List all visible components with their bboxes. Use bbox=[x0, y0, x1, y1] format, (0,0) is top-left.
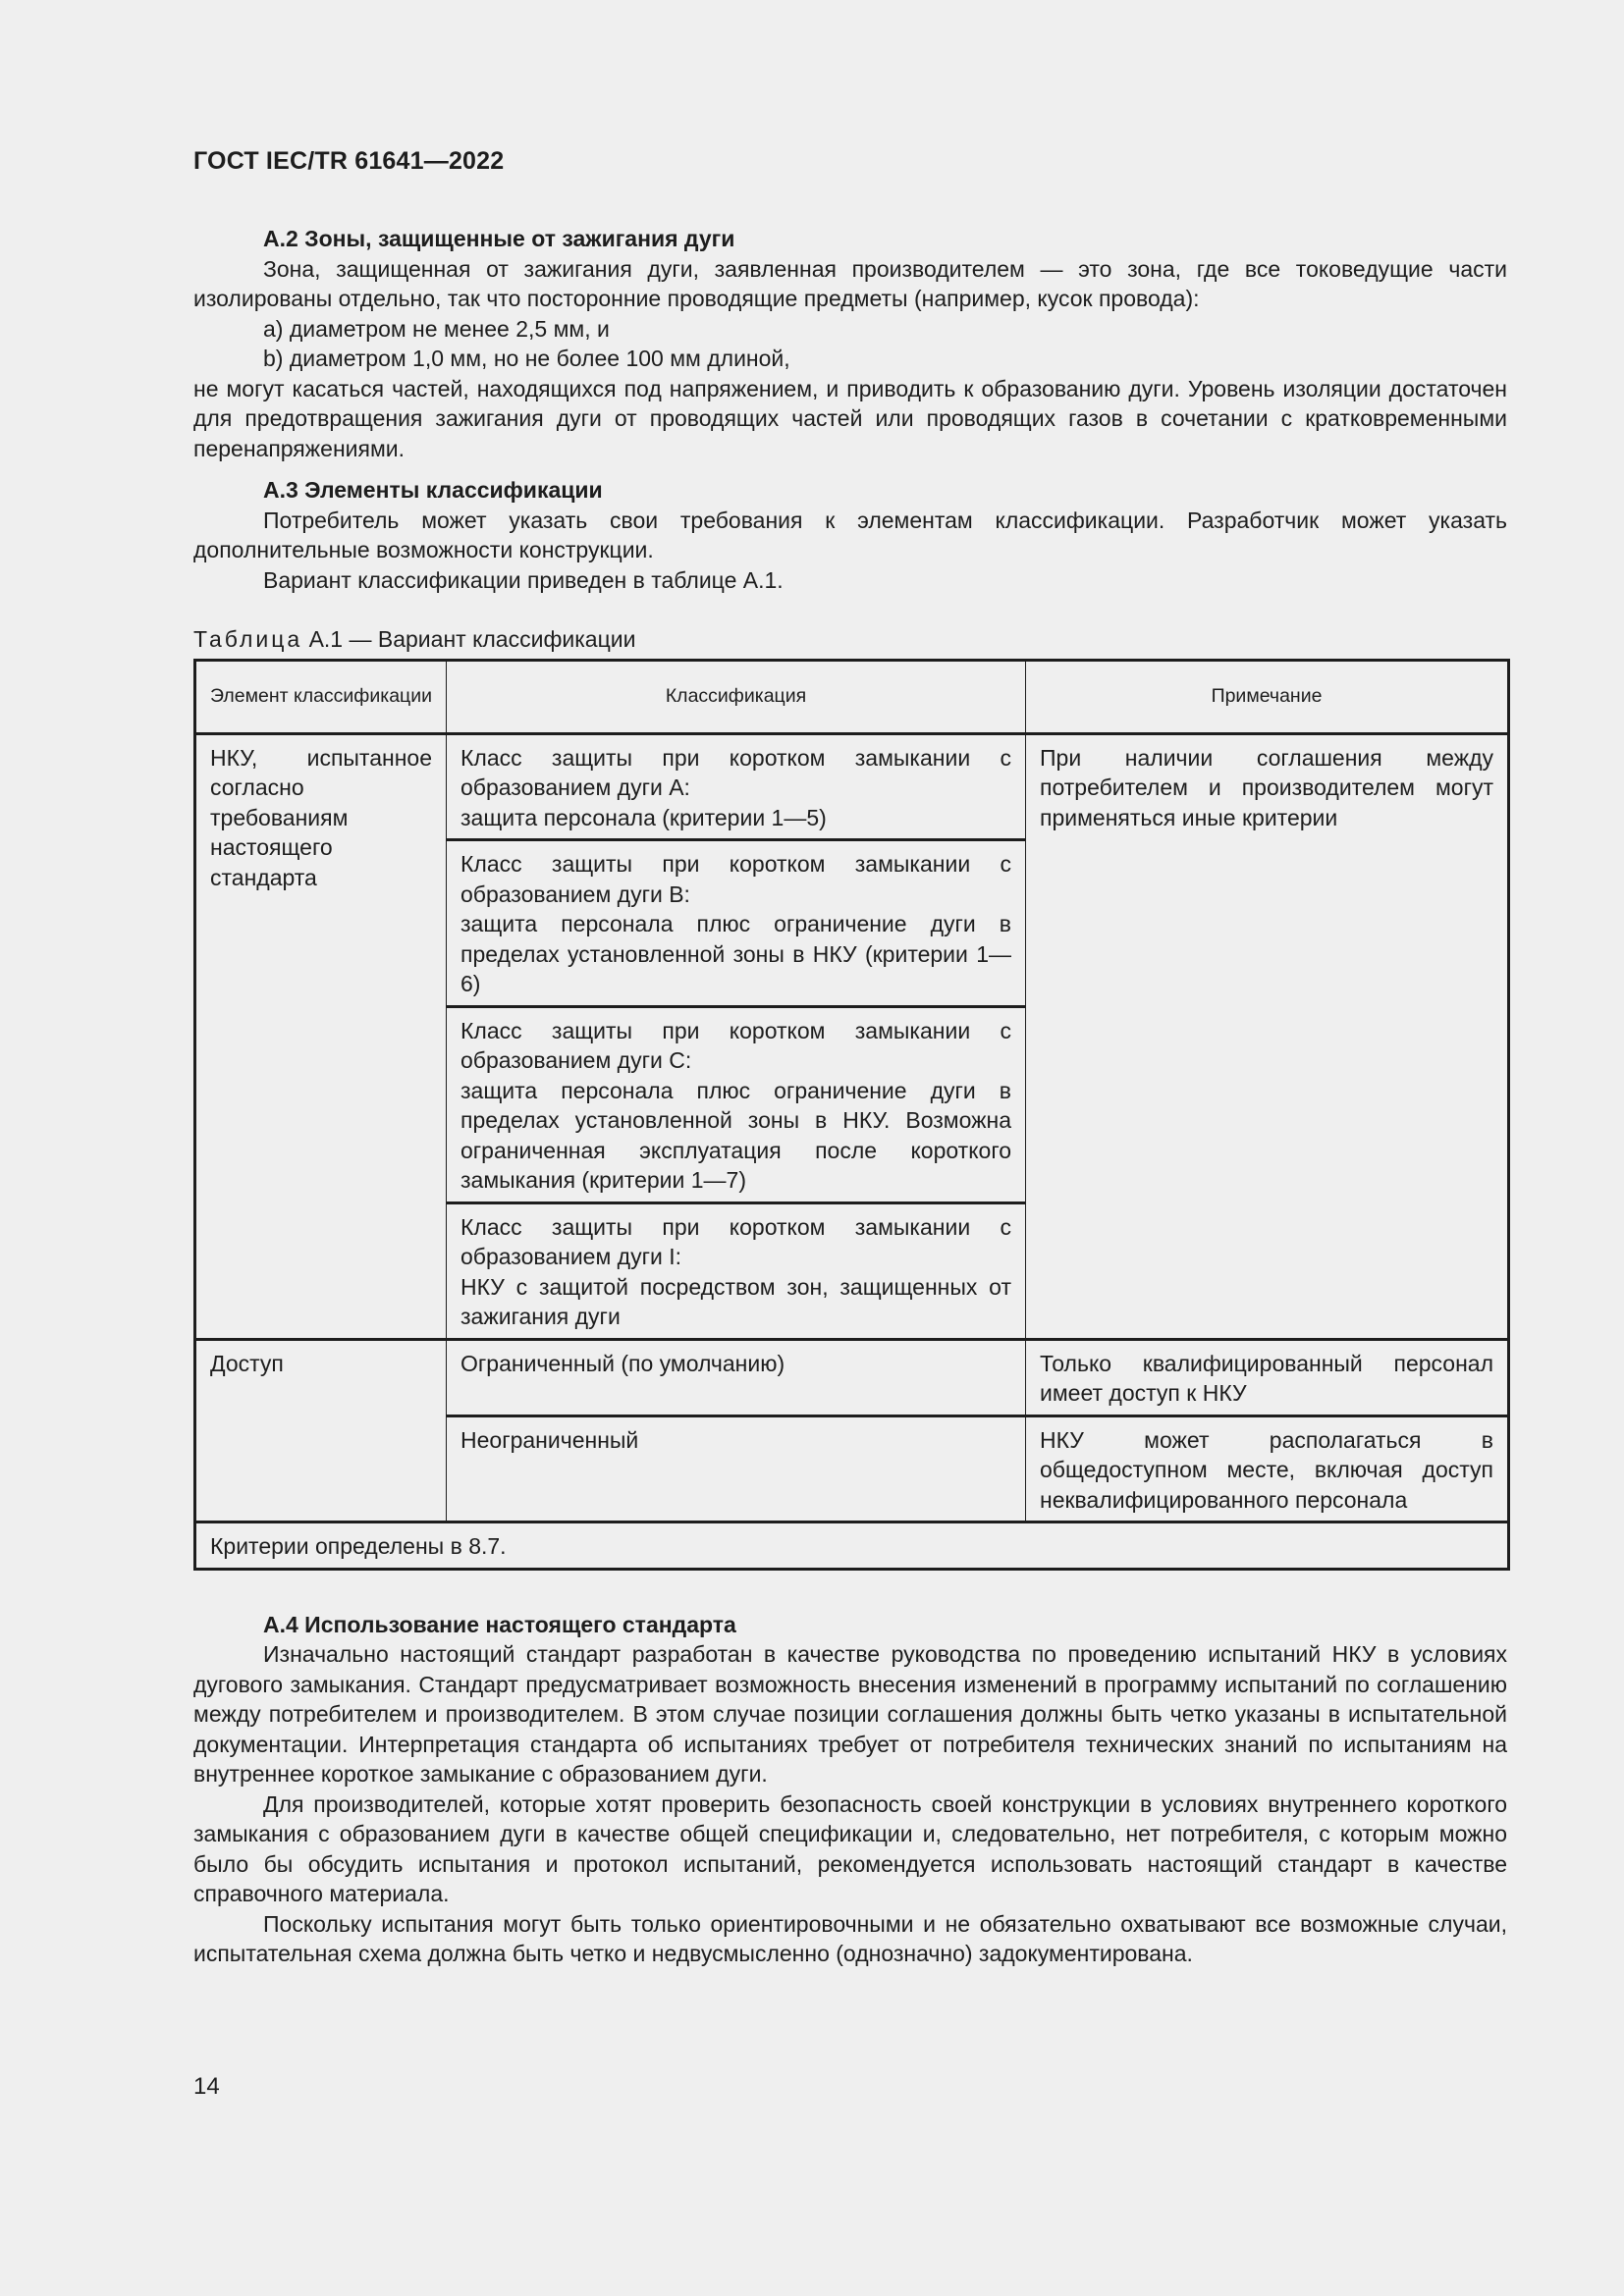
classification-cell bbox=[447, 840, 1026, 1007]
classification-table bbox=[193, 659, 1510, 1571]
classification-cell bbox=[447, 1006, 1026, 1202]
table-header-row bbox=[195, 660, 1509, 733]
classification-line: Ограниченный (по умолчанию) bbox=[460, 1350, 785, 1376]
classification-detail: защита персонала плюс ограничение дуги в пределах установленной зоны в НКУ (критерии 1—6) bbox=[460, 911, 1011, 996]
note-cell bbox=[1026, 1415, 1509, 1522]
document-header: ГОСТ IEC/TR 61641—2022 bbox=[193, 147, 505, 175]
classification-line: Класс защиты при коротком замыкании с образованием дуги В: bbox=[460, 851, 1011, 907]
table-footer-row bbox=[195, 1522, 1509, 1570]
section-a2-item-b: b) диаметром 1,0 мм, но не более 100 мм длиной, bbox=[263, 346, 790, 371]
classification-cell bbox=[447, 733, 1026, 840]
page-content bbox=[193, 224, 1507, 1969]
page-number: 14 bbox=[193, 2073, 220, 2100]
section-a4-title: А.4 Использование настоящего стандарта bbox=[263, 1611, 736, 1637]
classification-detail: защита персонала (критерии 1—5) bbox=[460, 804, 827, 830]
note-cell bbox=[1026, 733, 1509, 1339]
table-caption-prefix: Таблица bbox=[193, 626, 303, 652]
section-a2-paragraph-2: не могут касаться частей, находящихся под напряжением, и приводить к образованию дуги. Уровень изоляции достаточен для предотвращения зажигания дуги от проводящих частей или проводящих газов в сочетании с кратковременными перенапряжениями. bbox=[193, 375, 1507, 461]
section-a2-paragraph-1: Зона, защищенная от зажигания дуги, заявленная производителем — это зона, где все токоведущие части изолированы отдельно, так что посторонние проводящие предметы (например, кусок провода): bbox=[193, 255, 1507, 311]
classification-line: Класс защиты при коротком замыкании с образованием дуги I: bbox=[460, 1213, 1011, 1269]
table-caption bbox=[193, 624, 1507, 655]
element-text: Доступ bbox=[210, 1350, 284, 1376]
section-a4-paragraph-2: Для производителей, которые хотят проверить безопасность своей конструкции в условиях внутреннего короткого замыкания с образованием дуги в качестве общей спецификации и, следовательно, нет потребителя, с которым можно было бы обсудить испытания и протокол испытаний, рекомендуется использовать настоящий стандарт в качестве справочного материала. bbox=[193, 1790, 1507, 1906]
element-cell-access bbox=[195, 1339, 447, 1522]
classification-cell bbox=[447, 1415, 1026, 1522]
note-text: При наличии соглашения между потребителем и производителем могут применяться иные критерии bbox=[1040, 744, 1493, 830]
section-a3-paragraph-1: Потребитель может указать свои требования к элементам классификации. Разработчик может указать дополнительные возможности конструкции. bbox=[193, 507, 1507, 562]
note-text: Только квалифицированный персонал имеет доступ к НКУ bbox=[1040, 1350, 1493, 1406]
section-a3-title: А.3 Элементы классификации bbox=[263, 477, 603, 503]
section-a3-paragraph-2: Вариант классификации приведен в таблице А.1. bbox=[263, 566, 784, 593]
table-row bbox=[195, 1339, 1509, 1415]
classification-detail: защита персонала плюс ограничение дуги в пределах установленной зоны в НКУ. Возможна ограниченная эксплуатация после короткого замыкания (критерии 1—7) bbox=[460, 1077, 1011, 1193]
classification-cell bbox=[447, 1202, 1026, 1339]
element-text: НКУ, испытанное согласно требованиям настоящего стандарта bbox=[210, 744, 432, 890]
section-a4-paragraph-1: Изначально настоящий стандарт разработан в качестве руководства по проведению испытаний НКУ в условиях дугового замыкания. Стандарт предусматривает возможность внесения изменений в программу испытаний по соглашению между потребителем и производителем. В этом случае позиции соглашения должны быть четко указаны в испытательной документации. Интерпретация стандарта об испытаниях требует от потребителя технических знаний по испытаниям на внутреннее короткое замыкание с образованием дуги. bbox=[193, 1641, 1507, 1787]
classification-line: Класс защиты при коротком замыкании с образованием дуги А: bbox=[460, 744, 1011, 800]
classification-line: Неограниченный bbox=[460, 1426, 639, 1453]
header-note: Примечание bbox=[1026, 660, 1509, 733]
section-a2-title: А.2 Зоны, защищенные от зажигания дуги bbox=[263, 226, 735, 251]
section-a4-paragraph-3: Поскольку испытания могут быть только ориентировочными и не обязательно охватывают все возможные случаи, испытательная схема должна быть четко и недвусмысленно (однозначно) задокументирована. bbox=[193, 1910, 1507, 1966]
header-element: Элемент классификации bbox=[195, 660, 447, 733]
note-text: НКУ может располагаться в общедоступном месте, включая доступ неквалифицированного персонала bbox=[1040, 1426, 1493, 1513]
table-footer-cell: Критерии определены в 8.7. bbox=[195, 1522, 1509, 1570]
classification-cell bbox=[447, 1339, 1026, 1415]
classification-line: Класс защиты при коротком замыкании с образованием дуги С: bbox=[460, 1017, 1011, 1073]
table-caption-text: А.1 — Вариант классификации bbox=[302, 626, 636, 652]
classification-detail: НКУ с защитой посредством зон, защищенных от зажигания дуги bbox=[460, 1273, 1011, 1329]
note-cell bbox=[1026, 1339, 1509, 1415]
table-row bbox=[195, 733, 1509, 840]
element-cell-nku bbox=[195, 733, 447, 1339]
section-a2-item-a: а) диаметром не менее 2,5 мм, и bbox=[263, 315, 610, 342]
header-classification: Классификация bbox=[447, 660, 1026, 733]
